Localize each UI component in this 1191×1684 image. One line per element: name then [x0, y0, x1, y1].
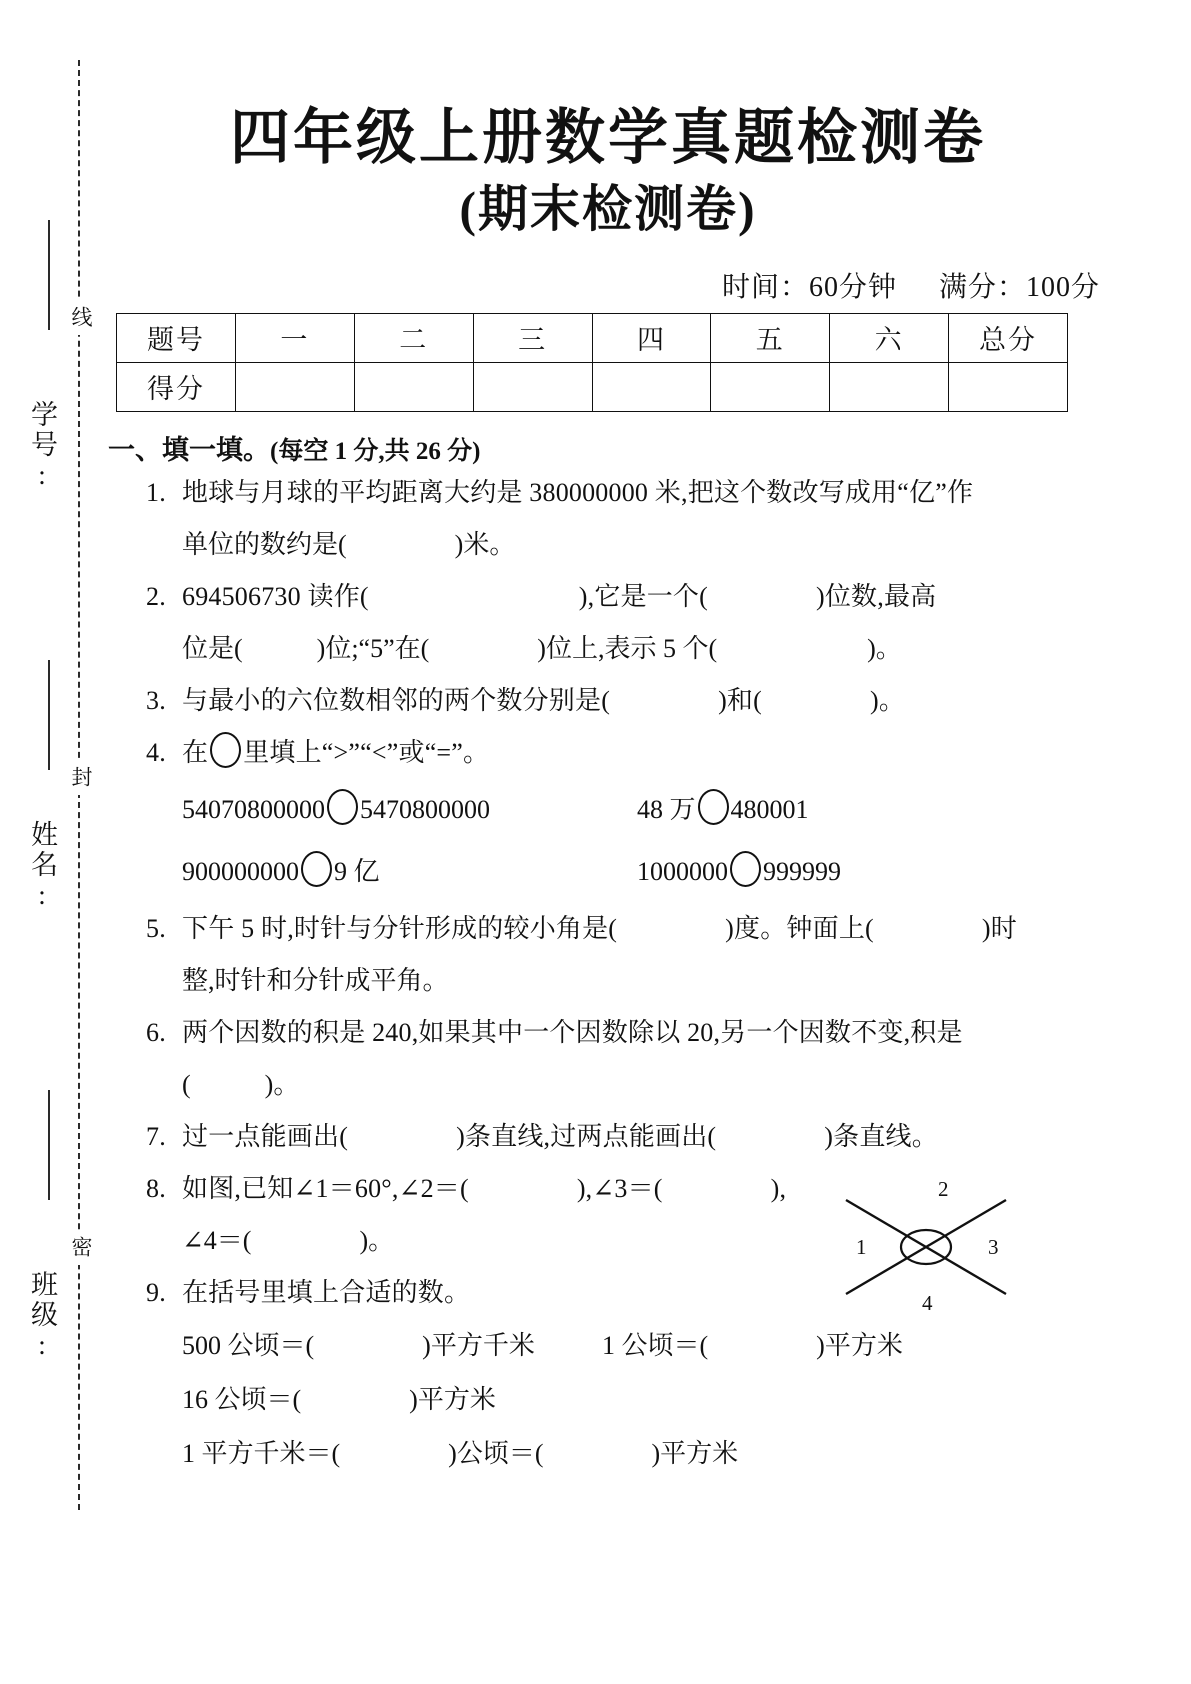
page-subtitle: (期末检测卷)	[459, 180, 757, 237]
question-9-conversion-row-2	[182, 1373, 1108, 1427]
question-8-line2-b: )。	[359, 1225, 395, 1255]
question-8-line1-b: ),∠3＝(	[576, 1173, 663, 1203]
question-6-line2-b: )。	[264, 1069, 300, 1099]
question-4	[146, 727, 1108, 779]
question-2-line2	[182, 623, 1108, 675]
comparison-right: 999999	[763, 856, 841, 886]
question-1-number: 1.	[146, 477, 166, 507]
comparison-left: 54070800000	[182, 794, 325, 824]
question-6-line1-a: 两个因数的积是 240,如果其中一个因数除以 20,另一个因数不变,积是	[182, 1017, 963, 1047]
exam-meta	[108, 265, 1108, 305]
comparison-right: 480001	[730, 794, 809, 824]
seal-char-mi: 密	[62, 1230, 96, 1265]
section-heading	[108, 428, 1108, 467]
question-7	[146, 1111, 1108, 1163]
question-2-line2-b: )位;“5”在(	[316, 633, 430, 663]
score-table-rowlabel-1: 得分	[117, 362, 236, 411]
question-5-line1-b: )度。钟面上(	[725, 913, 874, 943]
table-row-header	[117, 313, 1068, 362]
question-9-conversion-row-3	[182, 1427, 1108, 1481]
question-3-line1-c: )。	[869, 685, 906, 715]
exam-sheet	[108, 0, 1108, 1684]
conversion-text: 1 公顷＝(	[602, 1330, 709, 1360]
question-9-line1-a: 在括号里填上合适的数。	[182, 1277, 471, 1307]
conversion-item	[182, 1439, 738, 1468]
conversion-text: 500 公顷＝(	[182, 1330, 315, 1360]
question-5-line1-c: )时	[981, 913, 1017, 943]
conversion-unit: )平方米	[651, 1438, 739, 1468]
question-1-line2-tail: )米。	[454, 529, 516, 559]
question-2-line1-b: ),它是一个(	[578, 581, 708, 611]
question-6-line2-a: (	[182, 1069, 191, 1099]
question-1-line1: 地球与月球的平均距离大约是 380000000 米,把这个数改写成用“亿”作	[182, 477, 974, 507]
question-5-number: 5.	[146, 913, 166, 943]
angle-label-4: 4	[922, 1291, 933, 1312]
question-2-line2-c: )位上,表示 5 个(	[537, 633, 718, 663]
score-table-col-3: 四	[592, 313, 711, 362]
question-5-line2	[182, 955, 1108, 1007]
question-9	[146, 1267, 1108, 1319]
question-5	[146, 903, 1108, 955]
comparison-left: 1000000	[637, 856, 728, 886]
score-table-rowlabel-0: 题号	[117, 313, 236, 362]
question-1-line2-text: 单位的数约是(	[182, 529, 347, 559]
question-3-line1-b: )和(	[718, 685, 762, 715]
conversion-unit: )平方米	[816, 1330, 903, 1360]
comparison-pair	[637, 779, 809, 841]
score-table-col-1: 二	[354, 313, 473, 362]
comparison-circle-icon[interactable]	[210, 732, 241, 768]
question-8-line1-a: 如图,已知∠1＝60°,∠2＝(	[182, 1173, 469, 1203]
student-name-label: 姓名:	[27, 820, 57, 913]
conversion-item	[182, 1385, 496, 1414]
conversion-text: 1 平方千米＝(	[182, 1438, 341, 1468]
comparison-left: 48 万	[637, 794, 696, 824]
score-cell-1[interactable]	[354, 362, 473, 411]
question-3-line1-a: 与最小的六位数相邻的两个数分别是(	[182, 685, 611, 715]
comparison-pair	[182, 841, 637, 903]
page-title: 四年级上册数学真题检测卷	[230, 105, 986, 171]
student-class-label: 班级:	[27, 1270, 57, 1363]
score-cell-0[interactable]	[236, 362, 355, 411]
total-score-label: 满分：100分	[938, 271, 1100, 303]
question-2-number: 2.	[146, 581, 166, 611]
question-5-line1-a: 下午 5 时,时针与分针形成的较小角是(	[182, 913, 618, 943]
conversion-unit: )公顷＝(	[448, 1438, 544, 1468]
question-4-line1-b: 里填上“>”“<”或“=”。	[243, 737, 490, 767]
comparison-right: 5470800000	[360, 794, 490, 824]
question-8-line2-a: ∠4＝(	[182, 1225, 252, 1255]
score-cell-6[interactable]	[949, 362, 1068, 411]
seal-rule-2	[48, 660, 50, 770]
question-6-number: 6.	[146, 1017, 166, 1047]
seal-char-feng: 封	[62, 760, 96, 795]
question-3-number: 3.	[146, 685, 166, 715]
question-7-line1-b: )条直线,过两点能画出(	[456, 1121, 717, 1151]
question-1	[146, 467, 1108, 519]
angle-label-3: 3	[988, 1235, 999, 1259]
student-id-label: 学号:	[27, 400, 57, 493]
seal-margin	[0, 0, 100, 1684]
question-5-line2-a: 整,时针和分针成平角。	[182, 965, 449, 995]
score-table-col-5: 六	[830, 313, 949, 362]
conversion-unit: )平方米	[409, 1384, 496, 1414]
angle-label-2: 2	[938, 1182, 949, 1201]
question-2	[146, 571, 1108, 623]
comparison-circle-icon[interactable]	[698, 789, 729, 825]
table-row-scores	[117, 362, 1068, 411]
seal-rule-1	[48, 220, 50, 330]
question-4-line1-a: 在	[182, 737, 209, 767]
question-4-comparison-row-1	[182, 779, 1108, 841]
question-4-number: 4.	[146, 737, 166, 767]
seal-char-line: 线	[62, 300, 96, 335]
score-table	[116, 313, 1068, 412]
score-cell-4[interactable]	[711, 362, 830, 411]
score-table-col-0: 一	[236, 313, 355, 362]
angle-label-1: 1	[856, 1235, 867, 1259]
comparison-left: 900000000	[182, 856, 299, 886]
score-table-col-2: 三	[473, 313, 592, 362]
comparison-pair	[182, 779, 637, 841]
comparison-circle-icon[interactable]	[301, 851, 332, 887]
score-cell-3[interactable]	[592, 362, 711, 411]
question-6-line2	[182, 1059, 1108, 1111]
section-heading-text: 一、填一填。	[108, 434, 270, 465]
question-7-line1-c: )条直线。	[824, 1121, 938, 1151]
time-label: 时间：60分钟	[721, 271, 897, 303]
score-table-col-4: 五	[711, 313, 830, 362]
question-3	[146, 675, 1108, 727]
section-heading-note: (每空 1 分,共 26 分)	[270, 437, 481, 465]
question-2-line1-a: 694506730 读作(	[182, 581, 369, 611]
question-2-line2-d: )。	[867, 633, 902, 663]
question-2-line1-c: )位数,最高	[815, 581, 937, 611]
question-7-number: 7.	[146, 1121, 166, 1151]
question-8-number: 8.	[146, 1173, 166, 1203]
question-7-line1-a: 过一点能画出(	[182, 1121, 349, 1151]
comparison-pair	[637, 841, 841, 903]
question-2-line2-a: 位是(	[182, 633, 243, 663]
question-6	[146, 1007, 1108, 1059]
question-8-line1-c: ),	[770, 1173, 787, 1203]
score-cell-2[interactable]	[473, 362, 592, 411]
conversion-item	[602, 1331, 903, 1360]
score-cell-5[interactable]	[830, 362, 949, 411]
seal-rule-3	[48, 1090, 50, 1200]
conversion-unit: )平方千米	[422, 1330, 535, 1360]
question-4-comparison-row-2	[182, 841, 1108, 903]
comparison-right: 9 亿	[334, 856, 380, 886]
conversion-text: 16 公顷＝(	[182, 1384, 302, 1414]
comparison-circle-icon[interactable]	[730, 851, 761, 887]
question-1-line2	[182, 519, 1108, 571]
conversion-item	[182, 1319, 602, 1373]
question-9-conversion-row-1	[182, 1319, 1108, 1373]
question-9-number: 9.	[146, 1277, 166, 1307]
score-table-col-6: 总分	[949, 313, 1068, 362]
comparison-circle-icon[interactable]	[327, 789, 358, 825]
